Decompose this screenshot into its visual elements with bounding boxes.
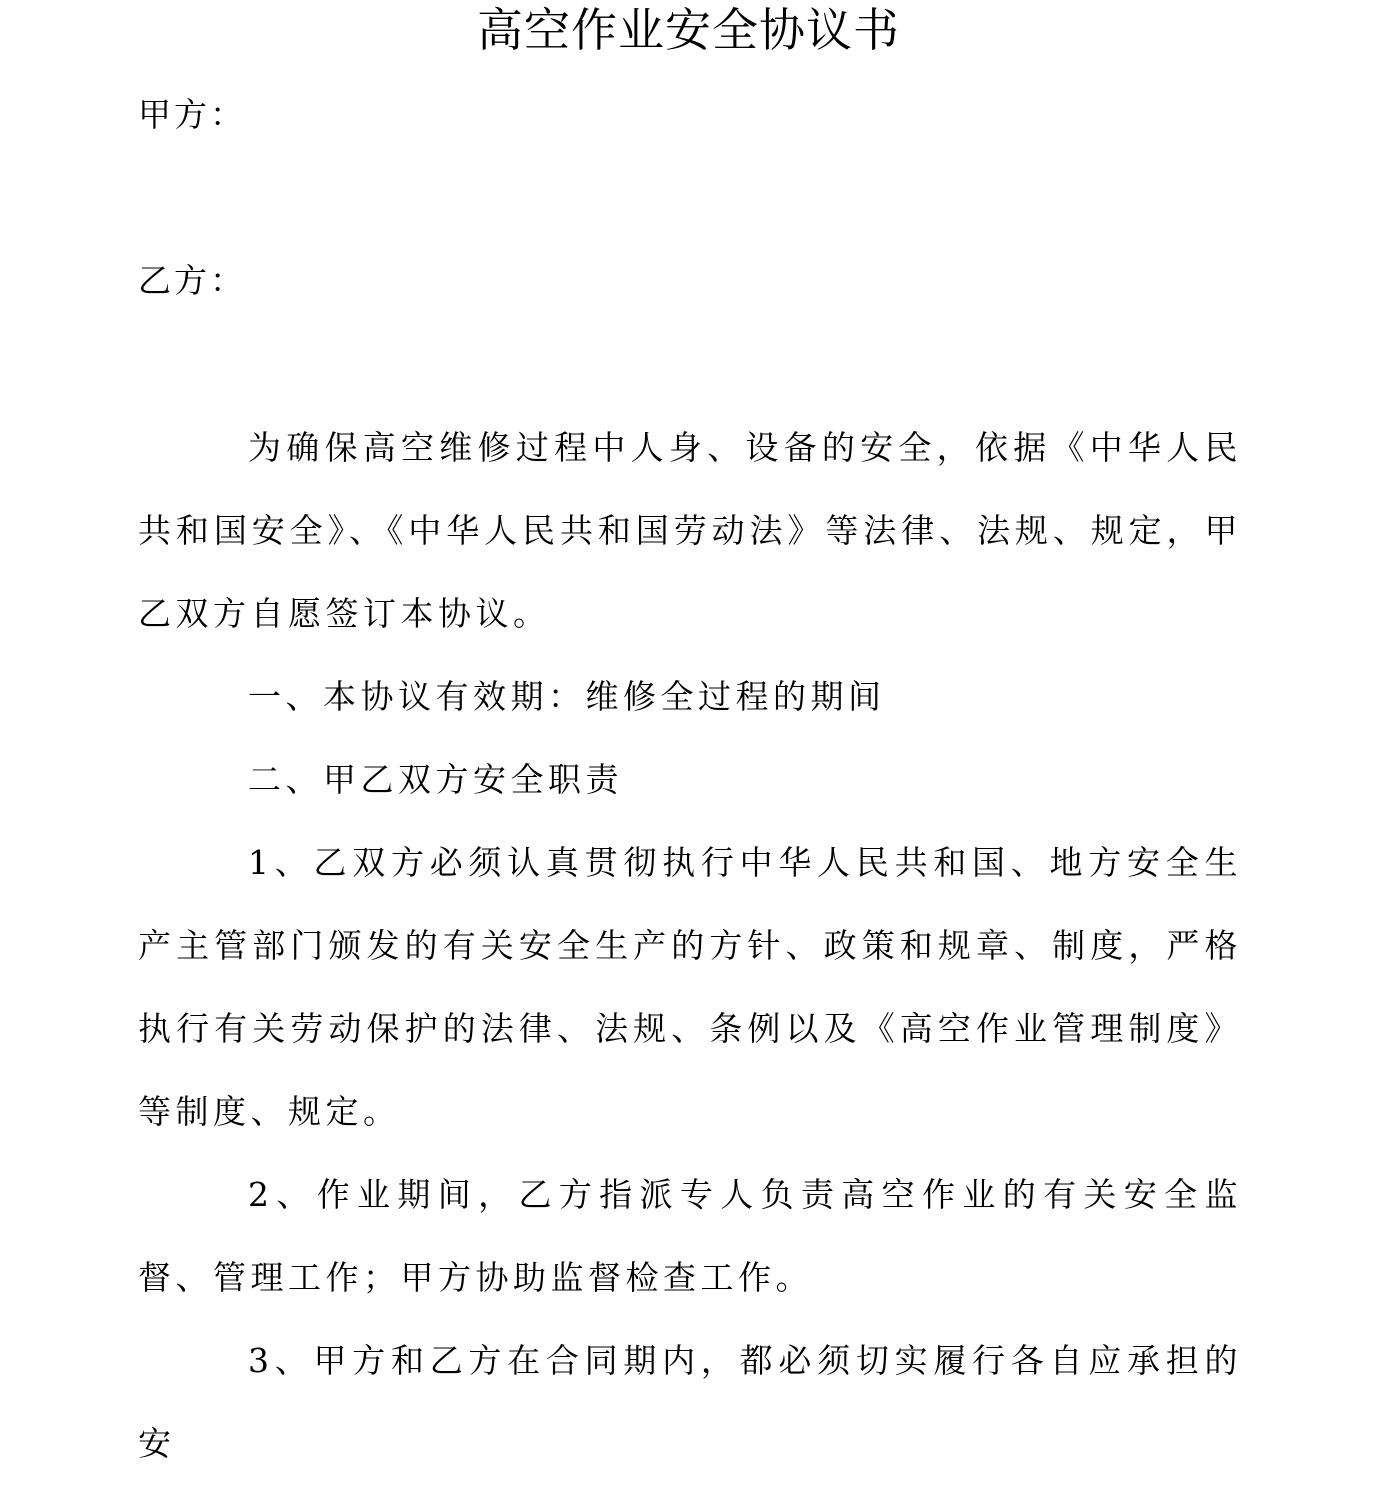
paragraph-item-3: 3、甲方和乙方在合同期内，都必须切实履行各自应承担的安 [138, 1341, 1242, 1463]
paragraph-validity-clause: 一、本协议有效期：维修全过程的期间 [248, 677, 886, 716]
document-title: 高空作业安全协议书 [477, 3, 900, 57]
party-a-label: 甲方： [138, 95, 246, 134]
agreement-body [138, 406, 1242, 1485]
party-b-label: 乙方： [138, 261, 246, 300]
paragraph-responsibilities-heading: 二、甲乙双方安全职责 [248, 760, 623, 799]
paragraph-preamble: 为确保高空维修过程中人身、设备的安全，依据《中华人民共和国安全》、《中华人民共和国劳动法》等法律、法规、规定，甲乙双方自愿签订本协议。 [138, 428, 1242, 633]
paragraph-item-1: 1、乙双方必须认真贯彻执行中华人民共和国、地方安全生产主管部门颁发的有关安全生产的方针、政策和规章、制度，严格执行有关劳动保护的法律、法规、条例以及《高空作业管理制度》等制度、规定。 [138, 843, 1242, 1131]
paragraph-item-2: 2、作业期间，乙方指派专人负责高空作业的有关安全监督、管理工作；甲方协助监督检查工作。 [138, 1175, 1242, 1297]
